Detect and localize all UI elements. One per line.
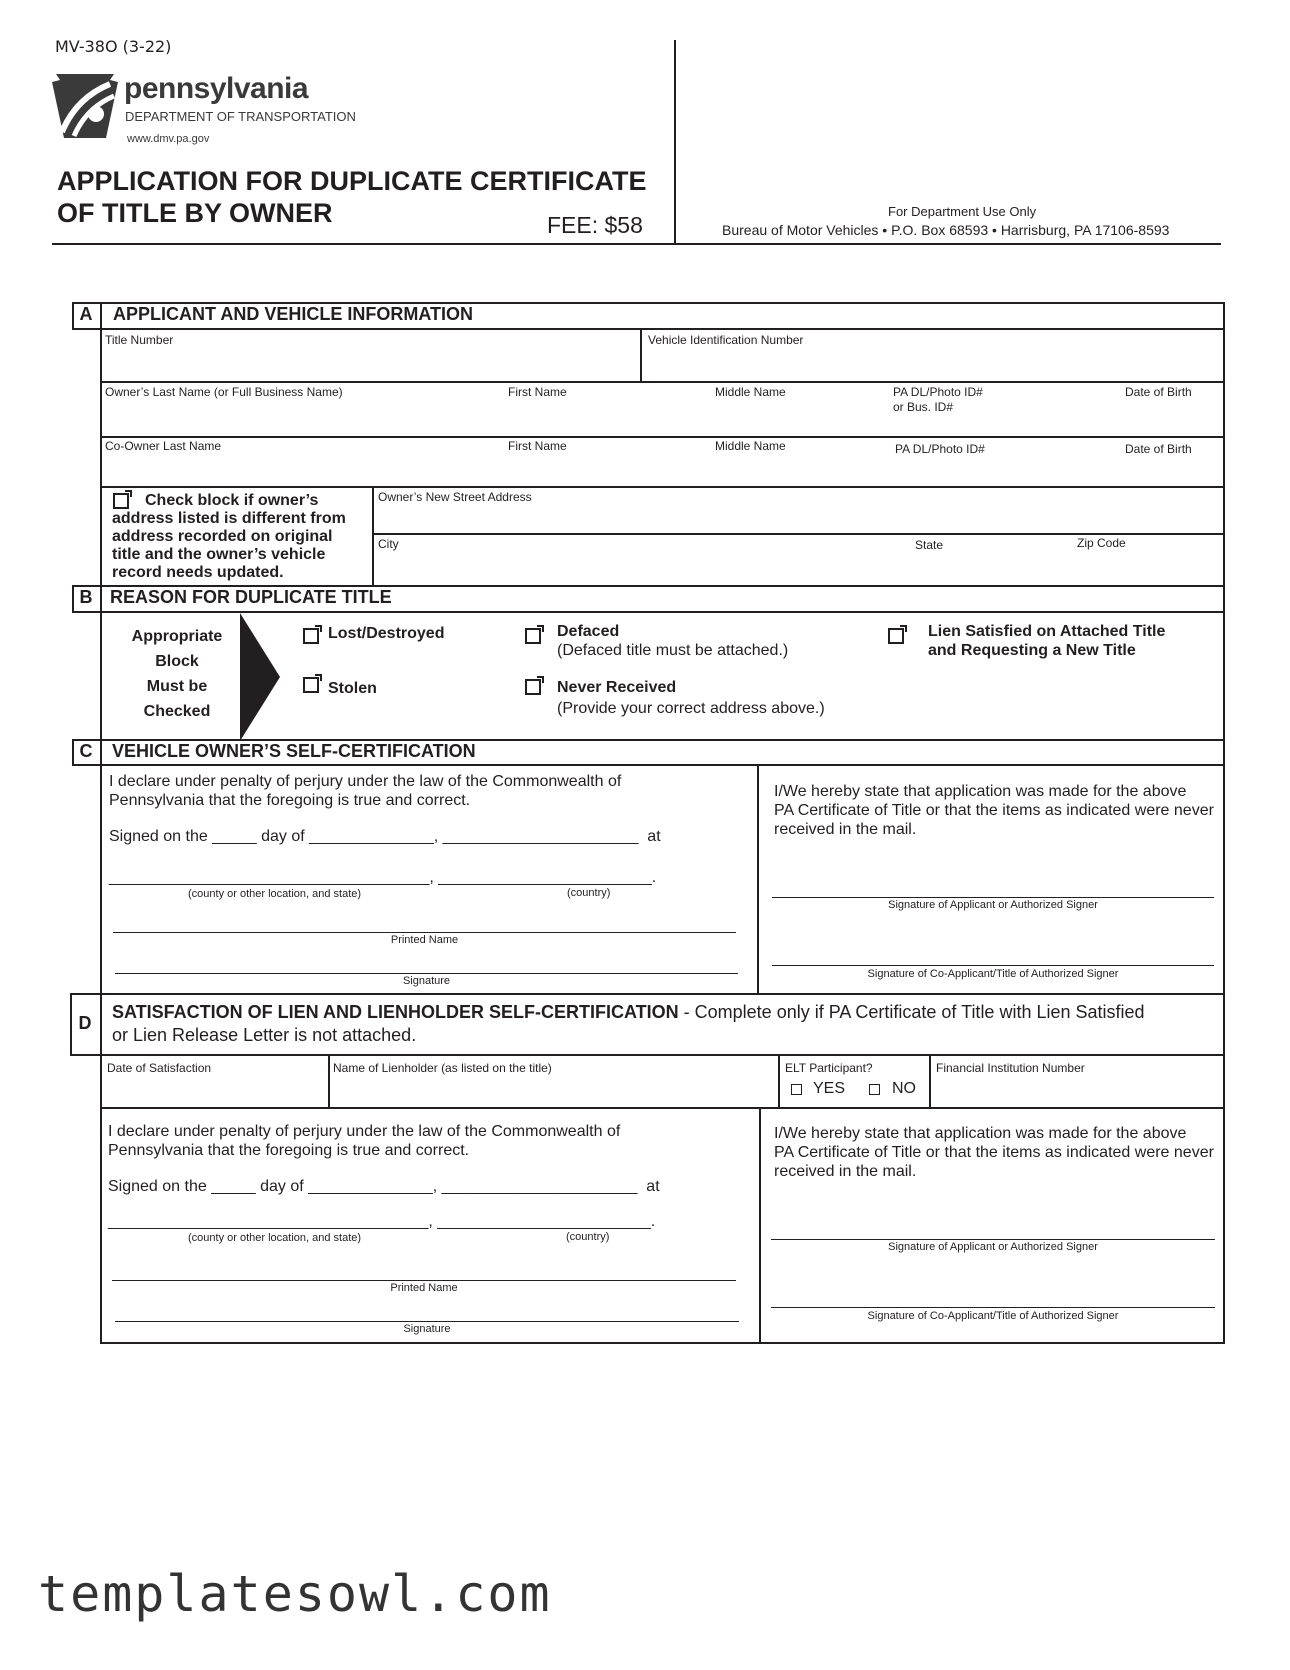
c-applicant-signature-line[interactable] [772,897,1214,898]
zip-label: Zip Code [1077,536,1126,550]
keystone-logo-icon [52,72,118,138]
dept-use-label: For Department Use Only [888,204,1037,219]
owner-name-field[interactable] [102,405,1221,435]
d-printed-name-line[interactable] [112,1280,736,1281]
never-received-label: Never Received [557,679,677,696]
date-satisfaction-label: Date of Satisfaction [107,1061,212,1075]
title-number-field[interactable] [102,348,640,380]
form-title-line1: APPLICATION FOR DUPLICATE CERTIFICATE [57,166,647,196]
lienholder-name-field[interactable] [330,1077,776,1106]
address-change-text: Check block if owner’s address listed is different from address recorded on original title and the owner’s vehicle record needs updated. [112,492,346,581]
owner-bus-id-label: or Bus. ID# [893,400,954,414]
d-signature-line[interactable] [115,1321,739,1322]
coowner-pa-dl-label: PA DL/Photo ID# [895,442,985,456]
c-signature-line[interactable] [115,973,738,974]
lien-satisfied-label-2: and Requesting a New Title [928,642,1136,659]
d-county-caption: (county or other location, and state) [188,1232,362,1244]
new-street-field[interactable] [374,505,1221,532]
never-received-note: (Provide your correct address above.) [557,700,825,717]
arrow-right-icon [240,613,280,741]
owner-last-name-label: Owner’s Last Name (or Full Business Name) [105,385,343,399]
d-coapplicant-signature-line[interactable] [771,1307,1215,1308]
section-d-letter: D [78,1013,92,1033]
logo-state-name: pennsylvania [124,72,309,105]
bureau-address: Bureau of Motor Vehicles • P.O. Box 68593 • Harrisburg, PA 17106-8593 [722,222,1170,238]
elt-yes-checkbox[interactable] [791,1084,802,1095]
c-county-caption: (county or other location, and state) [188,888,362,900]
title-number-label: Title Number [105,333,174,347]
owner-middle-name-label: Middle Name [715,385,786,399]
owner-dob-label: Date of Birth [1125,385,1192,399]
never-received-checkbox[interactable] [525,679,541,695]
defaced-label: Defaced [557,623,620,640]
stolen-checkbox[interactable] [303,677,319,693]
coowner-dob-label: Date of Birth [1125,442,1192,456]
reason-instruction: Appropriate Block Must be Checked [131,628,223,720]
coowner-last-name-label: Co-Owner Last Name [105,439,222,453]
section-b-heading: REASON FOR DUPLICATE TITLE [110,587,392,607]
watermark: templatesowl.com [38,1565,552,1623]
lien-satisfied-label-1: Lien Satisfied on Attached Title [928,623,1166,640]
vin-field[interactable] [645,348,1221,380]
date-satisfaction-field[interactable] [102,1077,326,1106]
section-b-letter: B [79,587,93,607]
c-signature-caption: Signature [402,975,451,987]
d-printed-name-caption: Printed Name [390,1282,458,1294]
d-location-line[interactable]: ____________________________________, ________________________. [108,1213,656,1230]
financial-institution-label: Financial Institution Number [936,1061,1085,1075]
coowner-middle-name-label: Middle Name [715,439,786,453]
c-coapplicant-signature-line[interactable] [772,965,1214,966]
elt-yes-label: YES [813,1080,846,1097]
elt-no-checkbox[interactable] [869,1084,880,1095]
coowner-name-field[interactable] [102,458,1221,484]
d-country-caption: (country) [566,1231,610,1243]
section-a-letter: A [79,304,93,324]
c-printed-name-line[interactable] [113,932,736,933]
header-divider [674,40,676,243]
owner-pa-dl-label: PA DL/Photo ID# [893,385,983,399]
d-applicant-signature-caption: Signature of Applicant or Authorized Signer [888,1241,1098,1253]
section-a-heading: APPLICANT AND VEHICLE INFORMATION [113,304,473,324]
header-rule [52,243,1221,245]
d-statement: I/We hereby state that application was made for the above PA Certificate of Title or that the items as indicated were never received in the mail. [774,1125,1214,1180]
section-c-heading: VEHICLE OWNER’S SELF-CERTIFICATION [112,741,476,761]
city-state-zip-field[interactable] [374,552,1221,584]
coowner-first-name-label: First Name [508,439,567,453]
d-signature-caption: Signature [403,1323,451,1335]
lienholder-name-label: Name of Lienholder (as listed on the title) [333,1061,552,1075]
defaced-note: (Defaced title must be attached.) [557,642,789,659]
d-coapplicant-signature-caption: Signature of Co-Applicant/Title of Authorized Signer [867,1310,1119,1322]
d-applicant-signature-line[interactable] [771,1239,1215,1240]
form-number: MV-38O (3-22) [55,37,172,56]
c-coapplicant-signature-caption: Signature of Co-Applicant/Title of Authorized Signer [867,968,1119,980]
c-country-caption: (country) [567,887,611,899]
section-c-letter: C [79,741,93,761]
defaced-checkbox[interactable] [525,628,541,644]
c-applicant-signature-caption: Signature of Applicant or Authorized Signer [888,899,1098,911]
owner-first-name-label: First Name [508,385,567,399]
logo-url: www.dmv.pa.gov [127,133,210,145]
fee-label: FEE: $58 [547,212,643,238]
state-label: State [915,538,944,552]
c-signed-on-line[interactable]: Signed on the _____ day of ______________, ______________________ at [109,828,661,845]
d-declaration: I declare under penalty of perjury under the law of the Commonwealth of Pennsylvania that the foregoing is true and correct. [108,1123,621,1159]
c-location-line[interactable]: ____________________________________, ________________________. [109,869,657,886]
lost-destroyed-label: Lost/Destroyed [328,625,445,642]
stolen-label: Stolen [328,680,377,697]
elt-label: ELT Participant? [785,1061,873,1075]
c-printed-name-caption: Printed Name [390,934,459,946]
financial-institution-field[interactable] [931,1077,1221,1106]
city-label: City [378,537,399,551]
lien-satisfied-checkbox[interactable] [888,628,904,644]
form-title-line2: OF TITLE BY OWNER [57,198,333,228]
logo-department: DEPARTMENT OF TRANSPORTATION [125,109,356,124]
lost-destroyed-checkbox[interactable] [303,628,319,644]
logo [52,70,372,150]
new-street-label: Owner’s New Street Address [378,490,532,504]
c-declaration: I declare under penalty of perjury under the law of the Commonwealth of Pennsylvania that the foregoing is true and correct. [109,773,622,809]
elt-no-label: NO [892,1080,916,1097]
c-statement: I/We hereby state that application was made for the above PA Certificate of Title or that the items as indicated were never received in the mail. [774,783,1214,838]
d-signed-on-line[interactable]: Signed on the _____ day of ______________, ______________________ at [108,1178,660,1195]
vin-label: Vehicle Identification Number [648,333,804,347]
section-d-heading: SATISFACTION OF LIEN AND LIENHOLDER SELF-CERTIFICATION - Complete only if PA Certificate of Title with Lien Satisfied or Lien Release Letter is not attached. [112,1002,1145,1045]
